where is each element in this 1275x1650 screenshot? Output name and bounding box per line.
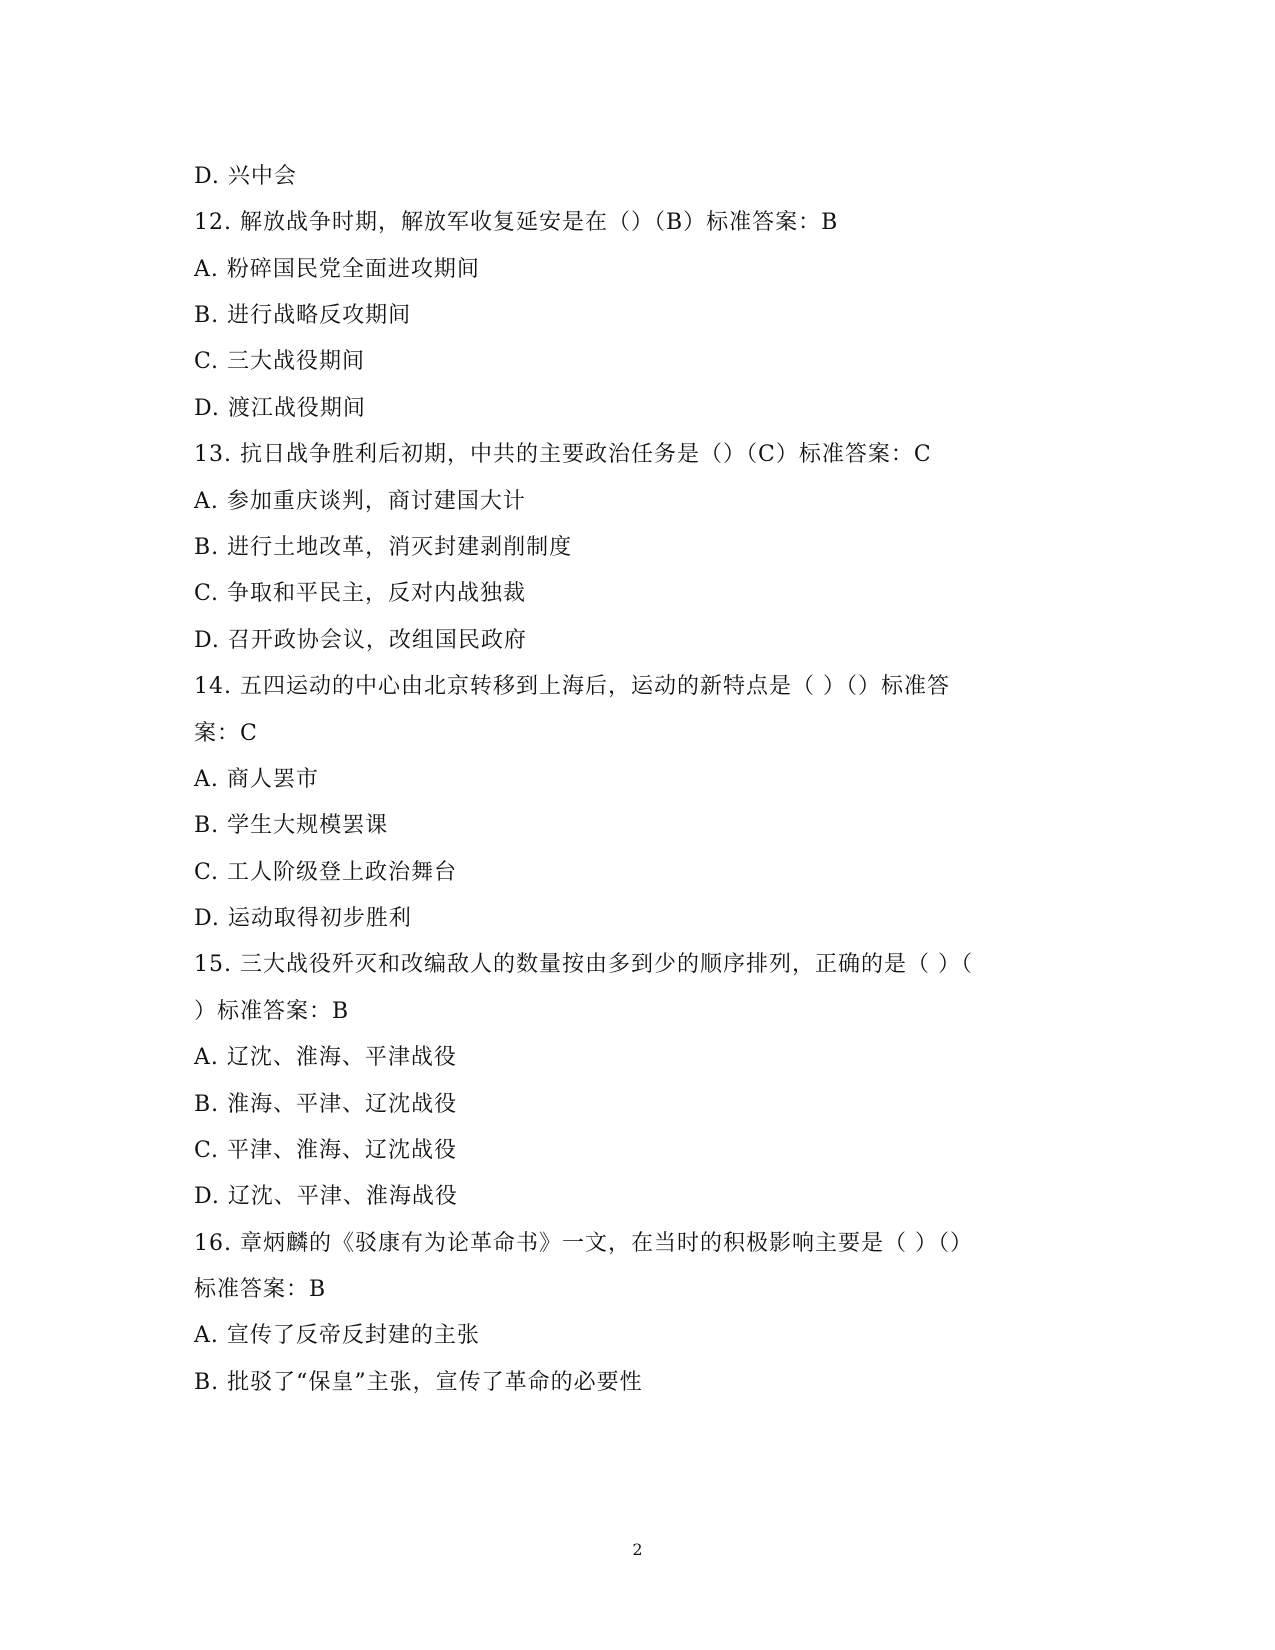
option-line: B. 进行战略反攻期间 xyxy=(194,303,412,328)
option-line: C. 争取和平民主，反对内战独裁 xyxy=(194,581,527,606)
option-line: A. 参加重庆谈判，商讨建国大计 xyxy=(194,489,526,514)
option-line: D. 渡江战役期间 xyxy=(194,396,366,421)
question-line: 14. 五四运动的中心由北京转移到上海后，运动的新特点是（ ）（）标准答 xyxy=(194,674,950,699)
option-line: B. 学生大规模罢课 xyxy=(194,813,389,838)
option-line: B. 淮海、平津、辽沈战役 xyxy=(194,1092,458,1117)
question-line: 12. 解放战争时期，解放军收复延安是在（）（B）标准答案：B xyxy=(194,210,839,235)
question-line-continuation: ）标准答案：B xyxy=(194,999,350,1024)
option-line: D. 运动取得初步胜利 xyxy=(194,906,412,931)
option-line: A. 商人罢市 xyxy=(194,767,319,792)
option-line: D. 辽沈、平津、淮海战役 xyxy=(194,1184,458,1209)
option-line: A. 辽沈、淮海、平津战役 xyxy=(194,1045,457,1070)
option-line: C. 工人阶级登上政治舞台 xyxy=(194,860,458,885)
option-line: D. 兴中会 xyxy=(194,164,297,189)
option-line: C. 三大战役期间 xyxy=(194,349,366,374)
question-line-continuation: 标准答案：B xyxy=(194,1277,327,1302)
question-line: 13. 抗日战争胜利后初期，中共的主要政治任务是（）（C）标准答案：C xyxy=(194,442,932,467)
option-line: A. 粉碎国民党全面进攻期间 xyxy=(194,257,480,282)
option-line: B. 进行土地改革，消灭封建剥削制度 xyxy=(194,535,573,560)
question-line-continuation: 案：C xyxy=(194,721,258,746)
question-line: 16. 章炳麟的《驳康有为论革命书》一文，在当时的积极影响主要是（ ）（） xyxy=(194,1231,973,1256)
option-line: C. 平津、淮海、辽沈战役 xyxy=(194,1138,458,1163)
option-line: D. 召开政协会议，改组国民政府 xyxy=(194,628,527,653)
option-line: A. 宣传了反帝反封建的主张 xyxy=(194,1323,480,1348)
option-line: B. 批驳了“保皇”主张，宣传了革命的必要性 xyxy=(194,1370,643,1395)
page-number: 2 xyxy=(632,1540,643,1559)
question-line: 15. 三大战役歼灭和改编敌人的数量按由多到少的顺序排列，正确的是（ ）（ xyxy=(194,952,973,977)
